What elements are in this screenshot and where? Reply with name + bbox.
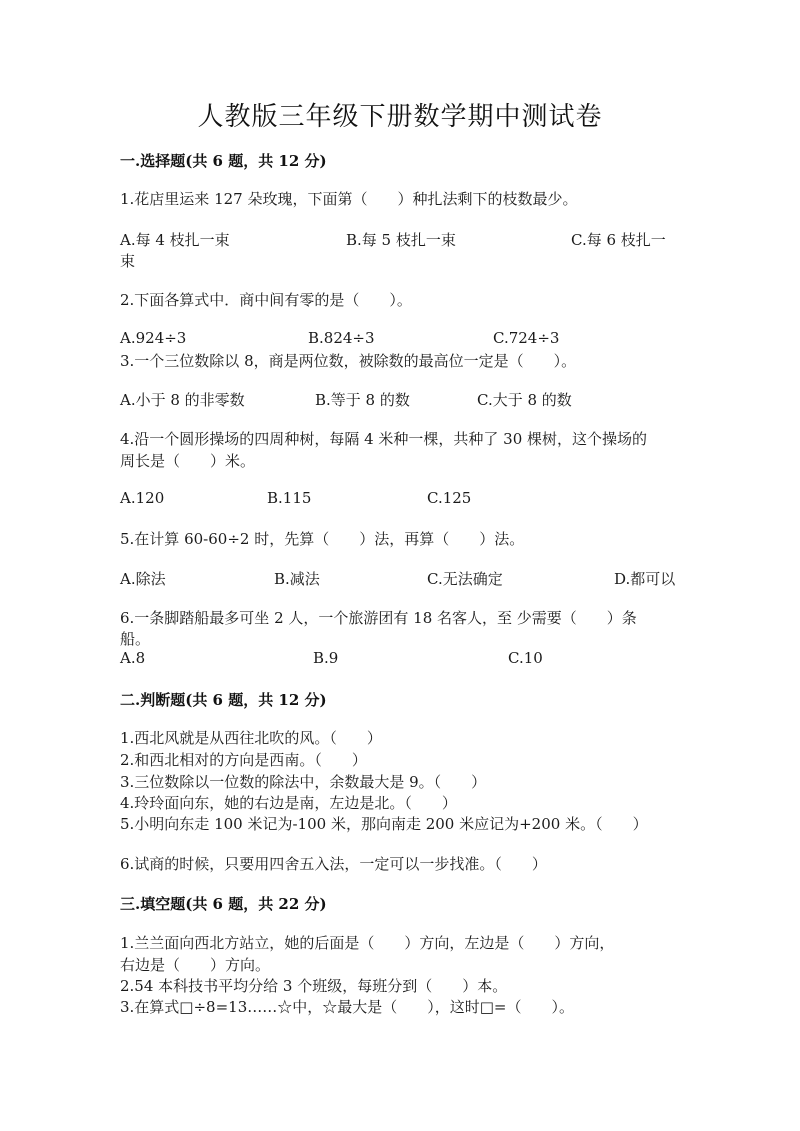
question-3-option-b: B.等于 8 的数	[315, 391, 410, 409]
question-5-option-d: D.都可以	[614, 570, 676, 588]
question-6-stem-line-2: 船。	[120, 630, 151, 648]
question-6-option-b: B.9	[313, 649, 339, 667]
question-1-stem: 1.花店里运来 127 朵玫瑰，下面第（ ）种扎法剩下的枝数最少。	[120, 190, 578, 208]
section-heading-judgment: 二.判断题(共 6 题，共 12 分)	[120, 691, 327, 709]
question-4-option-a: A.120	[120, 489, 165, 507]
question-2-option-c: C.724÷3	[493, 329, 560, 347]
question-4-stem-line-1: 4.沿一个圆形操场的四周种树，每隔 4 米种一棵，共种了 30 棵树，这个操场的	[120, 430, 648, 448]
section-heading-fill-in: 三.填空题(共 6 题，共 22 分)	[120, 895, 327, 913]
question-5-option-a: A.除法	[120, 570, 166, 588]
fill-in-item-1-continued: 右边是（ ）方向。	[120, 956, 271, 974]
fill-in-item-2: 2.54 本科技书平均分给 3 个班级，每班分到（ ）本。	[120, 977, 508, 995]
question-2-stem: 2.下面各算式中．商中间有零的是（ ）。	[120, 291, 412, 309]
judgment-item-5: 5.小明向东走 100 米记为-100 米，那向南走 200 米应记为+200 米。（ ）	[120, 815, 648, 833]
question-3-option-a: A.小于 8 的非零数	[120, 391, 245, 409]
question-3-option-c: C.大于 8 的数	[477, 391, 572, 409]
question-5-option-c: C.无法确定	[427, 570, 503, 588]
question-2-option-a: A.924÷3	[120, 329, 187, 347]
question-6-stem-line-1: 6.一条脚踏船最多可坐 2 人，一个旅游团有 18 名客人，至 少需要（ ）条	[120, 609, 637, 627]
question-1-option-c-continued: 束	[120, 252, 136, 270]
question-6-option-a: A.8	[120, 649, 146, 667]
question-2-option-b: B.824÷3	[308, 329, 375, 347]
judgment-item-6: 6.试商的时候，只要用四舍五入法，一定可以一步找准。（ ）	[120, 855, 547, 873]
question-4-option-c: C.125	[427, 489, 472, 507]
fill-in-item-1: 1.兰兰面向西北方站立，她的后面是（ ）方向，左边是（ ）方向，	[120, 934, 615, 952]
judgment-item-4: 4.玲玲面向东，她的右边是南，左边是北。（ ）	[120, 794, 457, 812]
judgment-item-3: 3.三位数除以一位数的除法中，余数最大是 9。（ ）	[120, 773, 487, 791]
question-6-option-c: C.10	[508, 649, 543, 667]
question-1-option-c: C.每 6 枝扎一	[571, 231, 666, 249]
question-5-stem: 5.在计算 60-60÷2 时，先算（ ）法，再算（ ）法。	[120, 530, 525, 548]
question-1-option-a: A.每 4 枝扎一束	[120, 231, 230, 249]
question-4-option-b: B.115	[267, 489, 312, 507]
section-heading-choice: 一.选择题(共 6 题，共 12 分)	[120, 152, 327, 170]
question-1-option-b: B.每 5 枝扎一束	[346, 231, 456, 249]
question-3-stem: 3.一个三位数除以 8，商是两位数，被除数的最高位一定是（ ）。	[120, 352, 577, 370]
fill-in-item-3: 3.在算式□÷8=13……☆中，☆最大是（ ），这时□=（ ）。	[120, 998, 574, 1016]
page-title: 人教版三年级下册数学期中测试卷	[197, 102, 603, 132]
question-5-option-b: B.减法	[274, 570, 320, 588]
question-4-stem-line-2: 周长是（ ）米。	[120, 452, 256, 470]
judgment-item-2: 2.和西北相对的方向是西南。（ ）	[120, 751, 367, 769]
judgment-item-1: 1.西北风就是从西往北吹的风。（ ）	[120, 729, 382, 747]
